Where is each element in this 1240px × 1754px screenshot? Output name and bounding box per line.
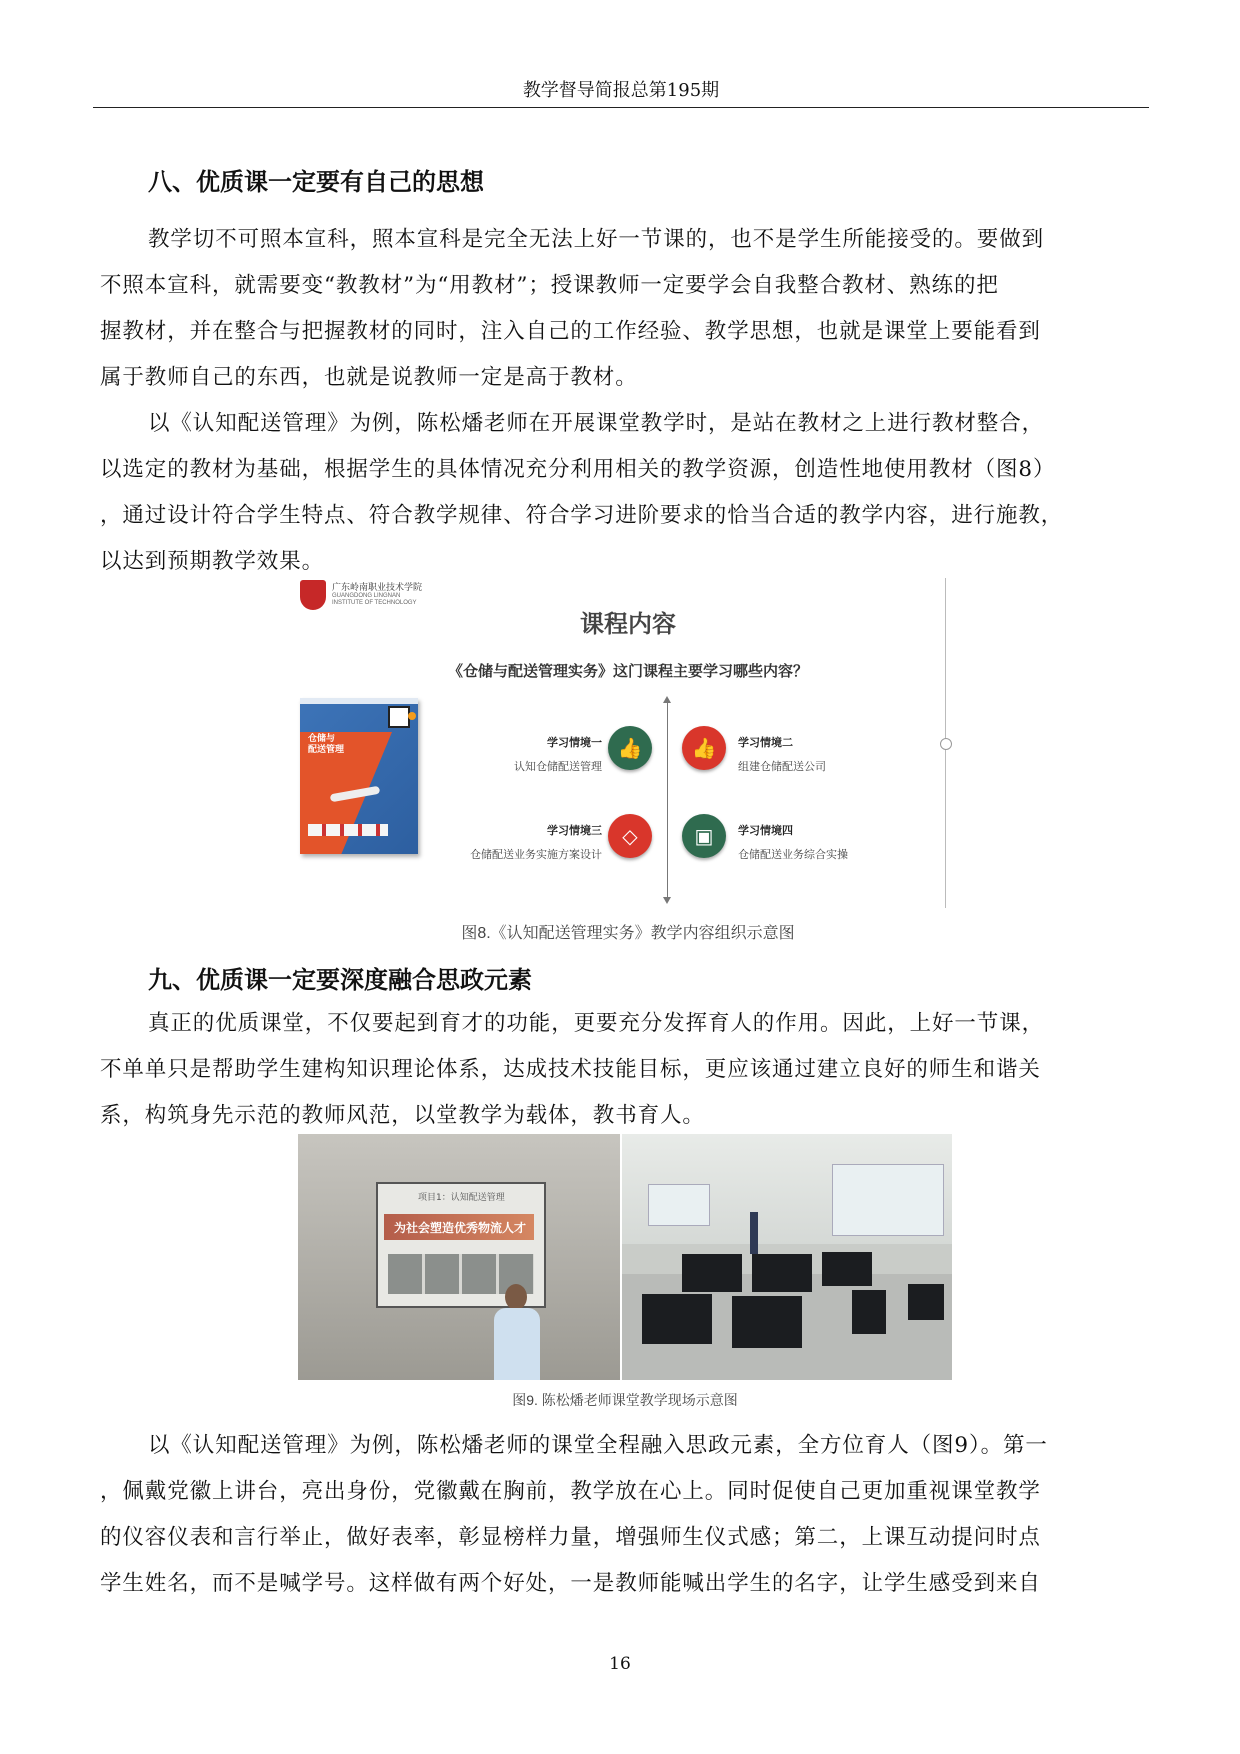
thumbs-up-icon: 👍 — [608, 726, 652, 770]
truck-icon: ▣ — [682, 814, 726, 858]
paragraph-line: 以选定的教材为基础，根据学生的具体情况充分利用相关的教学资源，创造性地使用教材（图8） — [100, 457, 1056, 482]
trucks-graphic — [308, 824, 388, 836]
figure-9-caption: 图9. 陈松燔老师课堂教学现场示意图 — [512, 1392, 738, 1408]
thumbs-up-icon: 👍 — [682, 726, 726, 770]
slide-edge-knob — [940, 738, 952, 750]
running-header: 教学督导简报总第195期 — [522, 80, 720, 101]
paragraph-line: 真正的优质课堂，不仅要起到育才的功能，更要充分发挥育人的作用。因此，上好一节课， — [148, 1011, 1045, 1036]
qr-code-icon — [388, 706, 410, 728]
standing-teacher-figure — [750, 1212, 758, 1254]
paragraph-line: 教学切不可照本宣科，照本宣科是完全无法上好一节课的，也不是学生所能接受的。要做到 — [148, 227, 1045, 252]
projection-screen: 项目1：认知配送管理 为社会塑造优秀物流人才 — [376, 1182, 546, 1308]
college-name-cn: 广东岭南职业技术学院 — [332, 582, 423, 592]
learning-scenario-3: 学习情境三 仓储配送业务实施方案设计 — [470, 824, 602, 861]
paragraph-line: ，佩戴党徽上讲台，亮出身份，党徽戴在胸前，教学放在心上。同时促使自己更加重视课堂教学 — [100, 1479, 1041, 1504]
learning-scenario-2: 学习情境二 组建仓储配送公司 — [738, 736, 826, 773]
figure-8-slide — [298, 578, 958, 908]
classroom-photo-students — [622, 1134, 952, 1380]
college-name-en-1: GUANGDONG LINGNAN — [332, 593, 401, 599]
learning-scenario-1: 学习情境一 认知仓储配送管理 — [514, 736, 602, 773]
diamond-icon: ◇ — [608, 814, 652, 858]
slide-subtitle: 《仓储与配送管理实务》这门课程主要学习哪些内容？ — [447, 662, 808, 680]
textbook-title: 仓储与 配送管理 — [308, 734, 345, 755]
paragraph-line: 以《认知配送管理》为例，陈松燔老师的课堂全程融入思政元素，全方位育人（图9）。第一 — [148, 1433, 1048, 1458]
paragraph-line: 以《认知配送管理》为例，陈松燔老师在开展课堂教学时，是站在教材之上进行教材整合， — [148, 411, 1045, 436]
learning-scenario-4: 学习情境四 仓储配送业务综合实操 — [738, 824, 848, 861]
classroom-photo-teacher — [298, 1134, 620, 1380]
paragraph-line: 不照本宣科，就需要变“教教材”为“用教材”；授课教师一定要学会自我整合教材、熟练的把 — [100, 273, 999, 298]
paragraph-line: 的仪容仪表和言行举止，做好表率，彰显榜样力量，增强师生仪式感；第二，上课互动提问时点 — [100, 1525, 1041, 1550]
section-heading-8: 八、优质课一定要有自己的思想 — [148, 168, 484, 196]
paragraph-line: 属于教师自己的东西，也就是说教师一定是高于教材。 — [100, 365, 638, 390]
paragraph-line: 学生姓名，而不是喊学号。这样做有两个好处，一是教师能喊出学生的名字，让学生感受到来自 — [100, 1571, 1041, 1596]
double-arrow-divider — [667, 702, 668, 898]
figure-8-caption: 图8.《认知配送管理实务》教学内容组织示意图 — [461, 925, 795, 942]
paragraph-line: 以达到预期教学效果。 — [100, 549, 325, 574]
header-rule — [93, 107, 1149, 108]
section-heading-9: 九、优质课一定要深度融合思政元素 — [148, 966, 532, 994]
paragraph-line: 不单单只是帮助学生建构知识理论体系，达成技术技能目标，更应该通过建立良好的师生和谐关 — [100, 1057, 1041, 1082]
paragraph-line: ，通过设计符合学生特点、符合教学规律、符合学习进阶要求的恰当合适的教学内容，进行施教， — [100, 503, 1064, 528]
page-number: 16 — [609, 1654, 631, 1674]
textbook-cover-image — [300, 698, 418, 854]
teacher-figure — [505, 1284, 527, 1310]
paragraph-line: 系，构筑身先示范的教师风范，以堂教学为载体，教书育人。 — [100, 1103, 705, 1128]
slide-title: 课程内容 — [580, 610, 676, 638]
paragraph-line: 握教材，并在整合与把握教材的同时，注入自己的工作经验、教学思想，也就是课堂上要能看到 — [100, 319, 1041, 344]
screen-banner-text: 为社会塑造优秀物流人才 — [394, 1221, 527, 1235]
college-name-en-2: INSTITUTE OF TECHNOLOGY — [332, 600, 417, 606]
